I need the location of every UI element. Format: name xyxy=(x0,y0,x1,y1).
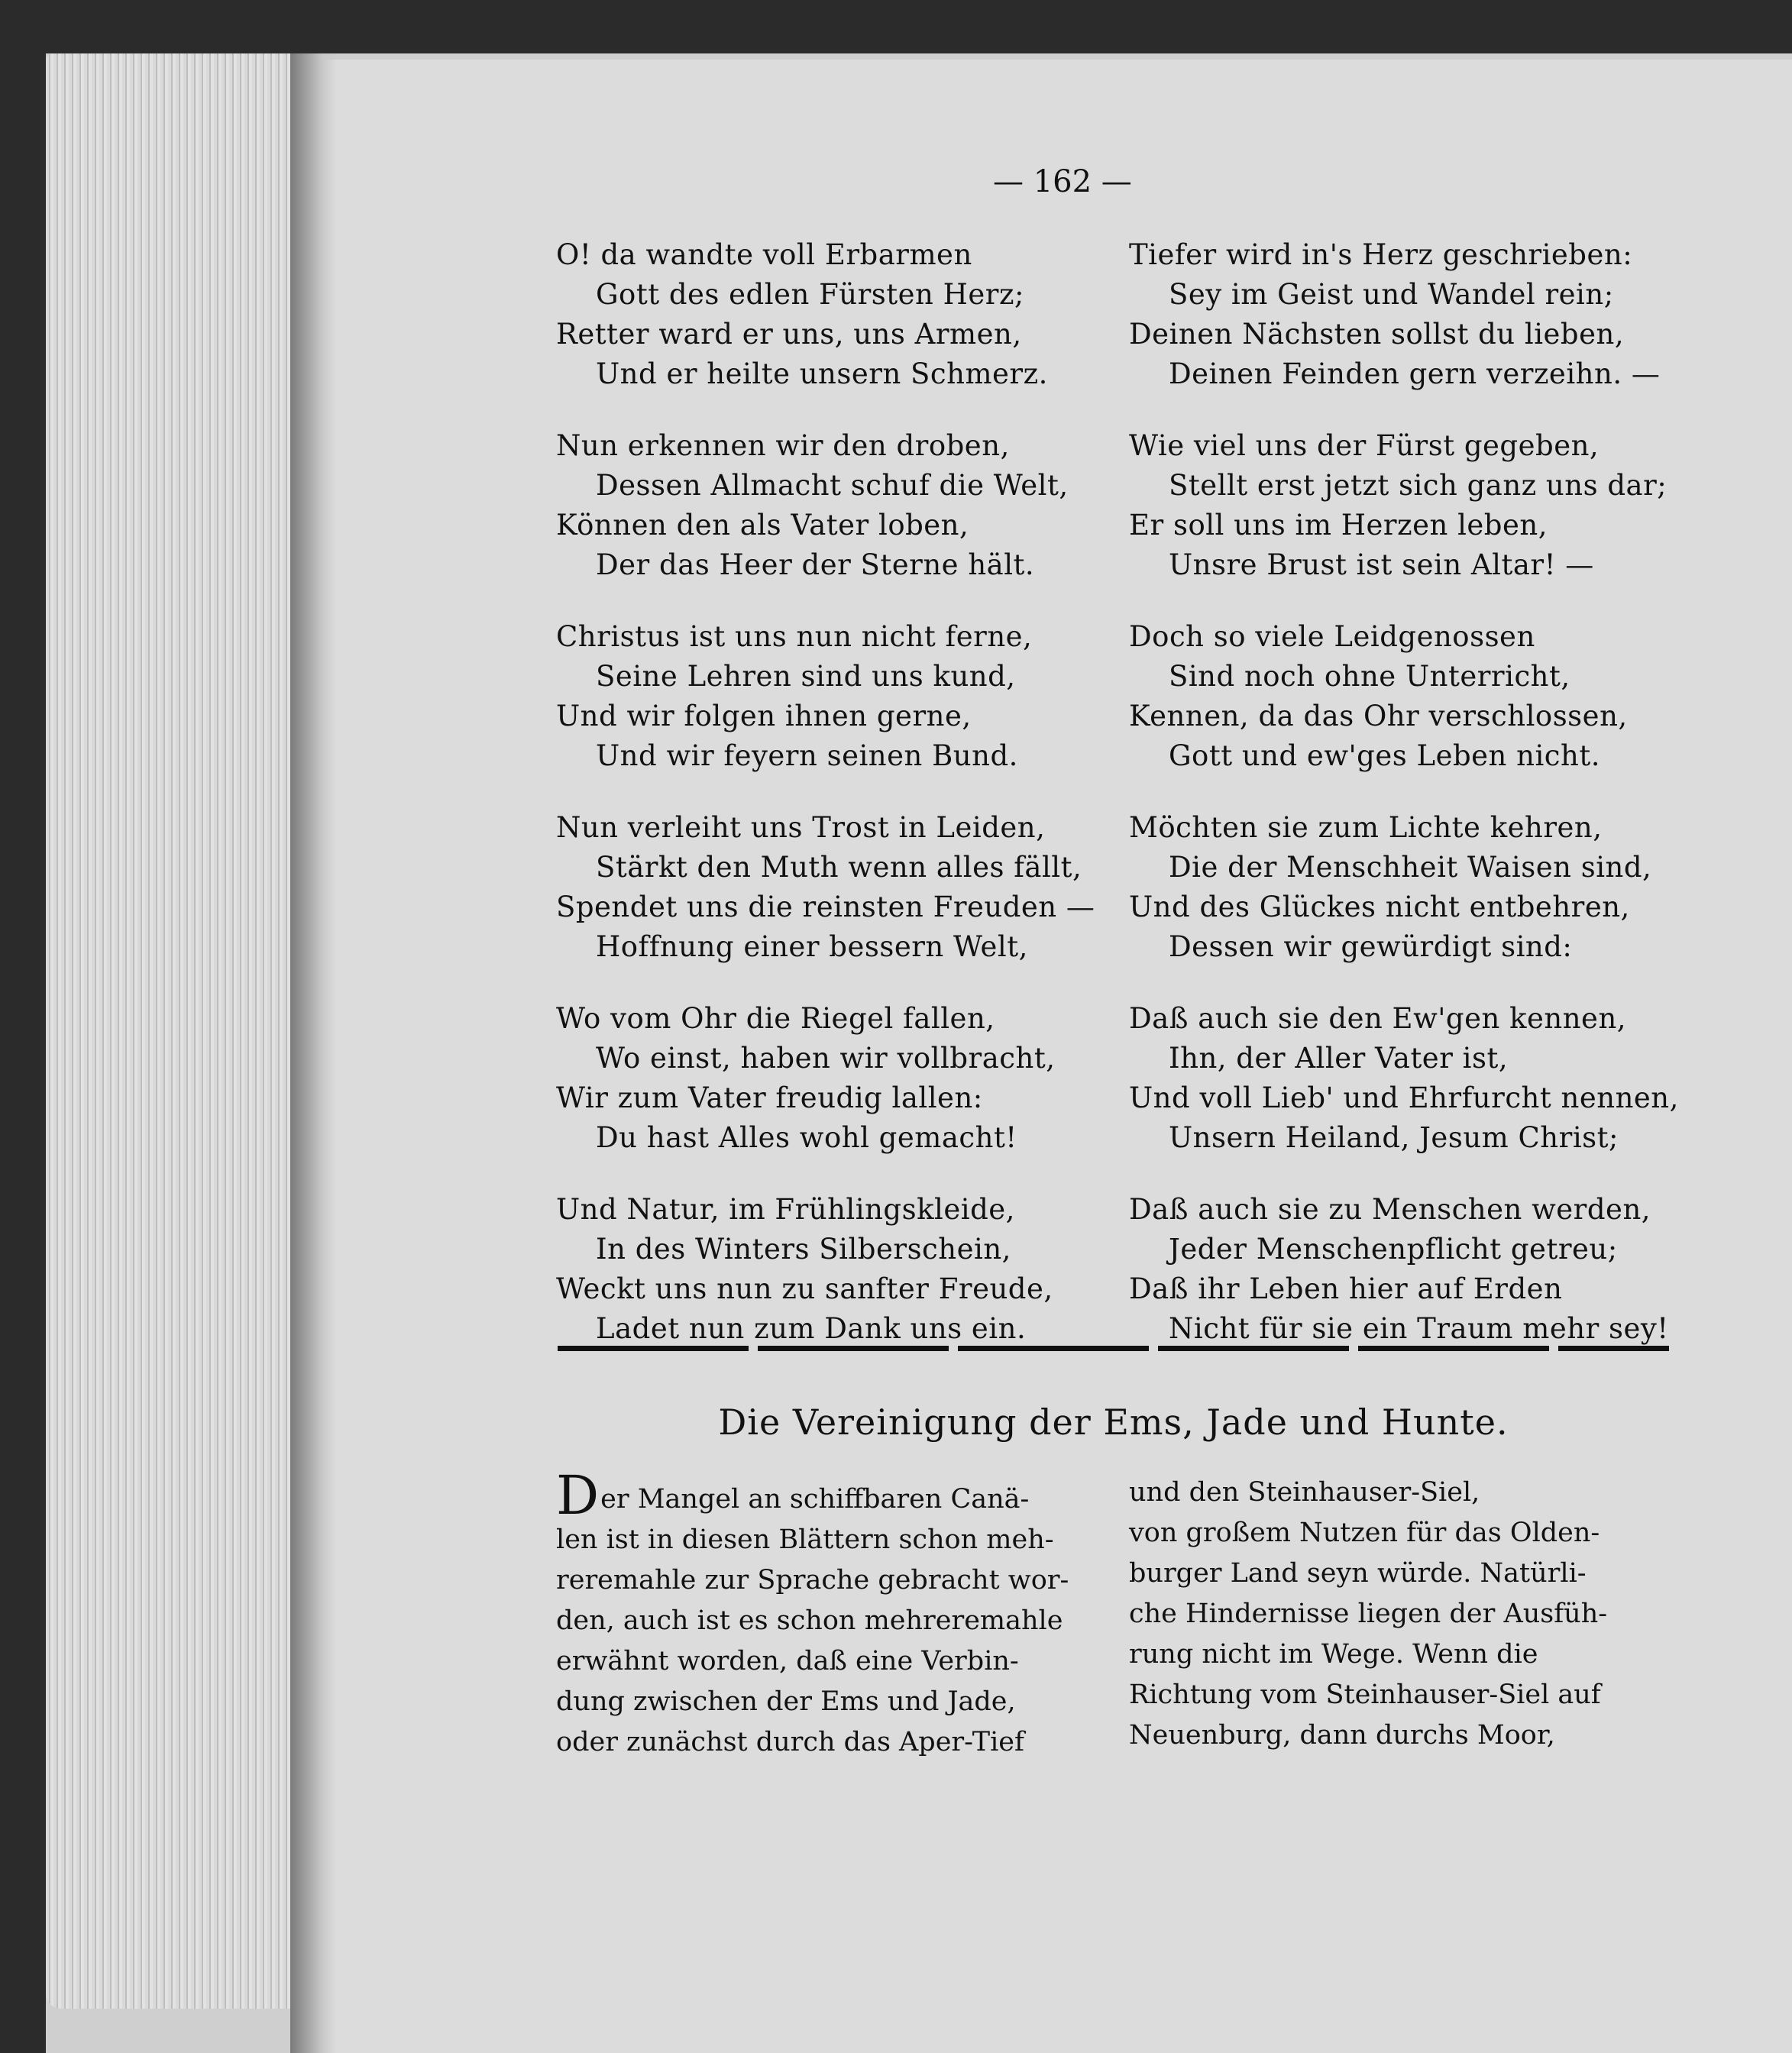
poem-stanza xyxy=(1129,617,1679,776)
poem-line: Jeder Menschenpflicht getreu; xyxy=(1169,1233,1618,1266)
article-line: che Hindernisse liegen der Ausfüh- xyxy=(1129,1599,1608,1629)
poem-stanza xyxy=(556,999,1095,1158)
poem-right-column xyxy=(1129,235,1679,1381)
poem-line: Weckt uns nun zu sanfter Freude, xyxy=(556,1272,1053,1305)
poem-line: Sind noch ohne Unterricht, xyxy=(1169,660,1570,693)
article-line: oder zunächst durch das Aper-Tief xyxy=(556,1727,1024,1757)
poem-line: Und voll Lieb' und Ehrfurcht nennen, xyxy=(1129,1081,1679,1114)
article-line: dung zwischen der Ems und Jade, xyxy=(556,1686,1016,1717)
article-line: von großem Nutzen für das Olden- xyxy=(1129,1518,1600,1548)
poem-line: Tiefer wird in's Herz geschrieben: xyxy=(1129,238,1633,271)
poem-line: Doch so viele Leidgenossen xyxy=(1129,620,1535,653)
poem-line: Unsre Brust ist sein Altar! — xyxy=(1169,548,1594,581)
article-right-column xyxy=(1129,1473,1607,1756)
poem-line: Der das Heer der Sterne hält. xyxy=(596,548,1035,581)
article-left-column xyxy=(556,1464,1069,1763)
poem-line: Er soll uns im Herzen leben, xyxy=(1129,509,1548,542)
article-line: erwähnt worden, daß eine Verbin- xyxy=(556,1646,1019,1676)
poem-stanza xyxy=(1129,1190,1679,1349)
poem-line: Spendet uns die reinsten Freuden — xyxy=(556,891,1095,923)
poem-line: O! da wandte voll Erbarmen xyxy=(556,238,972,271)
poem-line: Wir zum Vater freudig lallen: xyxy=(556,1081,983,1114)
poem-line: Gott des edlen Fürsten Herz; xyxy=(596,278,1024,311)
poem-line: Und des Glückes nicht entbehren, xyxy=(1129,891,1630,923)
article-line: Neuenburg, dann durchs Moor, xyxy=(1129,1720,1555,1751)
poem-line: Gott und ew'ges Leben nicht. xyxy=(1169,739,1600,772)
article-line: den, auch ist es schon mehreremahle xyxy=(556,1605,1063,1636)
poem-stanza xyxy=(556,1190,1095,1349)
poem-line: Wie viel uns der Fürst gegeben, xyxy=(1129,429,1600,462)
poem-line: Daß ihr Leben hier auf Erden xyxy=(1129,1272,1563,1305)
gutter-shadow xyxy=(290,53,336,2053)
page-number: — 162 — xyxy=(993,164,1132,199)
article-line: burger Land seyn würde. Natürli- xyxy=(1129,1558,1587,1589)
poem-line: Christus ist uns nun nicht ferne, xyxy=(556,620,1033,653)
poem-line: Unsern Heiland, Jesum Christ; xyxy=(1169,1121,1619,1154)
poem-line: Nun erkennen wir den droben, xyxy=(556,429,1010,462)
drop-cap: D xyxy=(556,1464,600,1527)
poem-line: Seine Lehren sind uns kund, xyxy=(596,660,1016,693)
poem-stanza xyxy=(1129,426,1679,585)
article-heading: Die Vereinigung der Ems, Jade und Hunte. xyxy=(718,1402,1509,1443)
poem-stanza xyxy=(1129,999,1679,1158)
poem-line: Stärkt den Muth wenn alles fällt, xyxy=(596,851,1082,884)
poem-left-column xyxy=(556,235,1095,1381)
poem-line: Wo einst, haben wir vollbracht, xyxy=(596,1042,1056,1075)
poem-line: Du hast Alles wohl gemacht! xyxy=(596,1121,1017,1154)
poem-line: Deinen Nächsten sollst du lieben, xyxy=(1129,318,1625,351)
section-divider xyxy=(558,1346,1669,1351)
page-edges xyxy=(46,53,298,2009)
poem-line: Kennen, da das Ohr verschlossen, xyxy=(1129,700,1628,732)
poem-line: In des Winters Silberschein, xyxy=(596,1233,1011,1266)
article-line: und den Steinhauser-Siel, xyxy=(1129,1477,1480,1508)
article-line: reremahle zur Sprache gebracht wor- xyxy=(556,1565,1069,1596)
poem-line: Die der Menschheit Waisen sind, xyxy=(1169,851,1652,884)
poem-line: Nicht für sie ein Traum mehr sey! xyxy=(1169,1312,1669,1345)
poem-line: Deinen Feinden gern verzeihn. — xyxy=(1169,357,1661,390)
article-line: len ist in diesen Blättern schon meh- xyxy=(556,1524,1054,1555)
poem-stanza xyxy=(556,235,1095,394)
poem-line: Können den als Vater loben, xyxy=(556,509,969,542)
poem-line: Ihn, der Aller Vater ist, xyxy=(1169,1042,1509,1075)
poem-line: Dessen Allmacht schuf die Welt, xyxy=(596,469,1069,502)
poem-line: Dessen wir gewürdigt sind: xyxy=(1169,930,1573,963)
poem-stanza xyxy=(556,617,1095,776)
poem-line: Stellt erst jetzt sich ganz uns dar; xyxy=(1169,469,1667,502)
poem-line: Und wir feyern seinen Bund. xyxy=(596,739,1018,772)
poem-stanza xyxy=(556,808,1095,967)
poem-line: Daß auch sie zu Menschen werden, xyxy=(1129,1193,1651,1226)
article-line-text: er Mangel an schiffbaren Canä- xyxy=(600,1484,1030,1515)
poem-stanza xyxy=(556,426,1095,585)
poem-stanza xyxy=(1129,808,1679,967)
poem-line: Daß auch sie den Ew'gen kennen, xyxy=(1129,1002,1627,1035)
poem-stanza xyxy=(1129,235,1679,394)
poem-line: Wo vom Ohr die Riegel fallen, xyxy=(556,1002,995,1035)
poem-line: Retter ward er uns, uns Armen, xyxy=(556,318,1022,351)
poem-line: Und er heilte unsern Schmerz. xyxy=(596,357,1048,390)
poem-line: Ladet nun zum Dank uns ein. xyxy=(596,1312,1027,1345)
poem-line: Und Natur, im Frühlingskleide, xyxy=(556,1193,1015,1226)
article-line xyxy=(556,1464,1069,1527)
poem-line: Hoffnung einer bessern Welt, xyxy=(596,930,1028,963)
poem-line: Nun verleiht uns Trost in Leiden, xyxy=(556,811,1046,844)
poem-line: Sey im Geist und Wandel rein; xyxy=(1169,278,1614,311)
poem-line: Möchten sie zum Lichte kehren, xyxy=(1129,811,1603,844)
article-line: rung nicht im Wege. Wenn die xyxy=(1129,1639,1538,1670)
poem-line: Und wir folgen ihnen gerne, xyxy=(556,700,972,732)
article-line: Richtung vom Steinhauser-Siel auf xyxy=(1129,1680,1601,1710)
